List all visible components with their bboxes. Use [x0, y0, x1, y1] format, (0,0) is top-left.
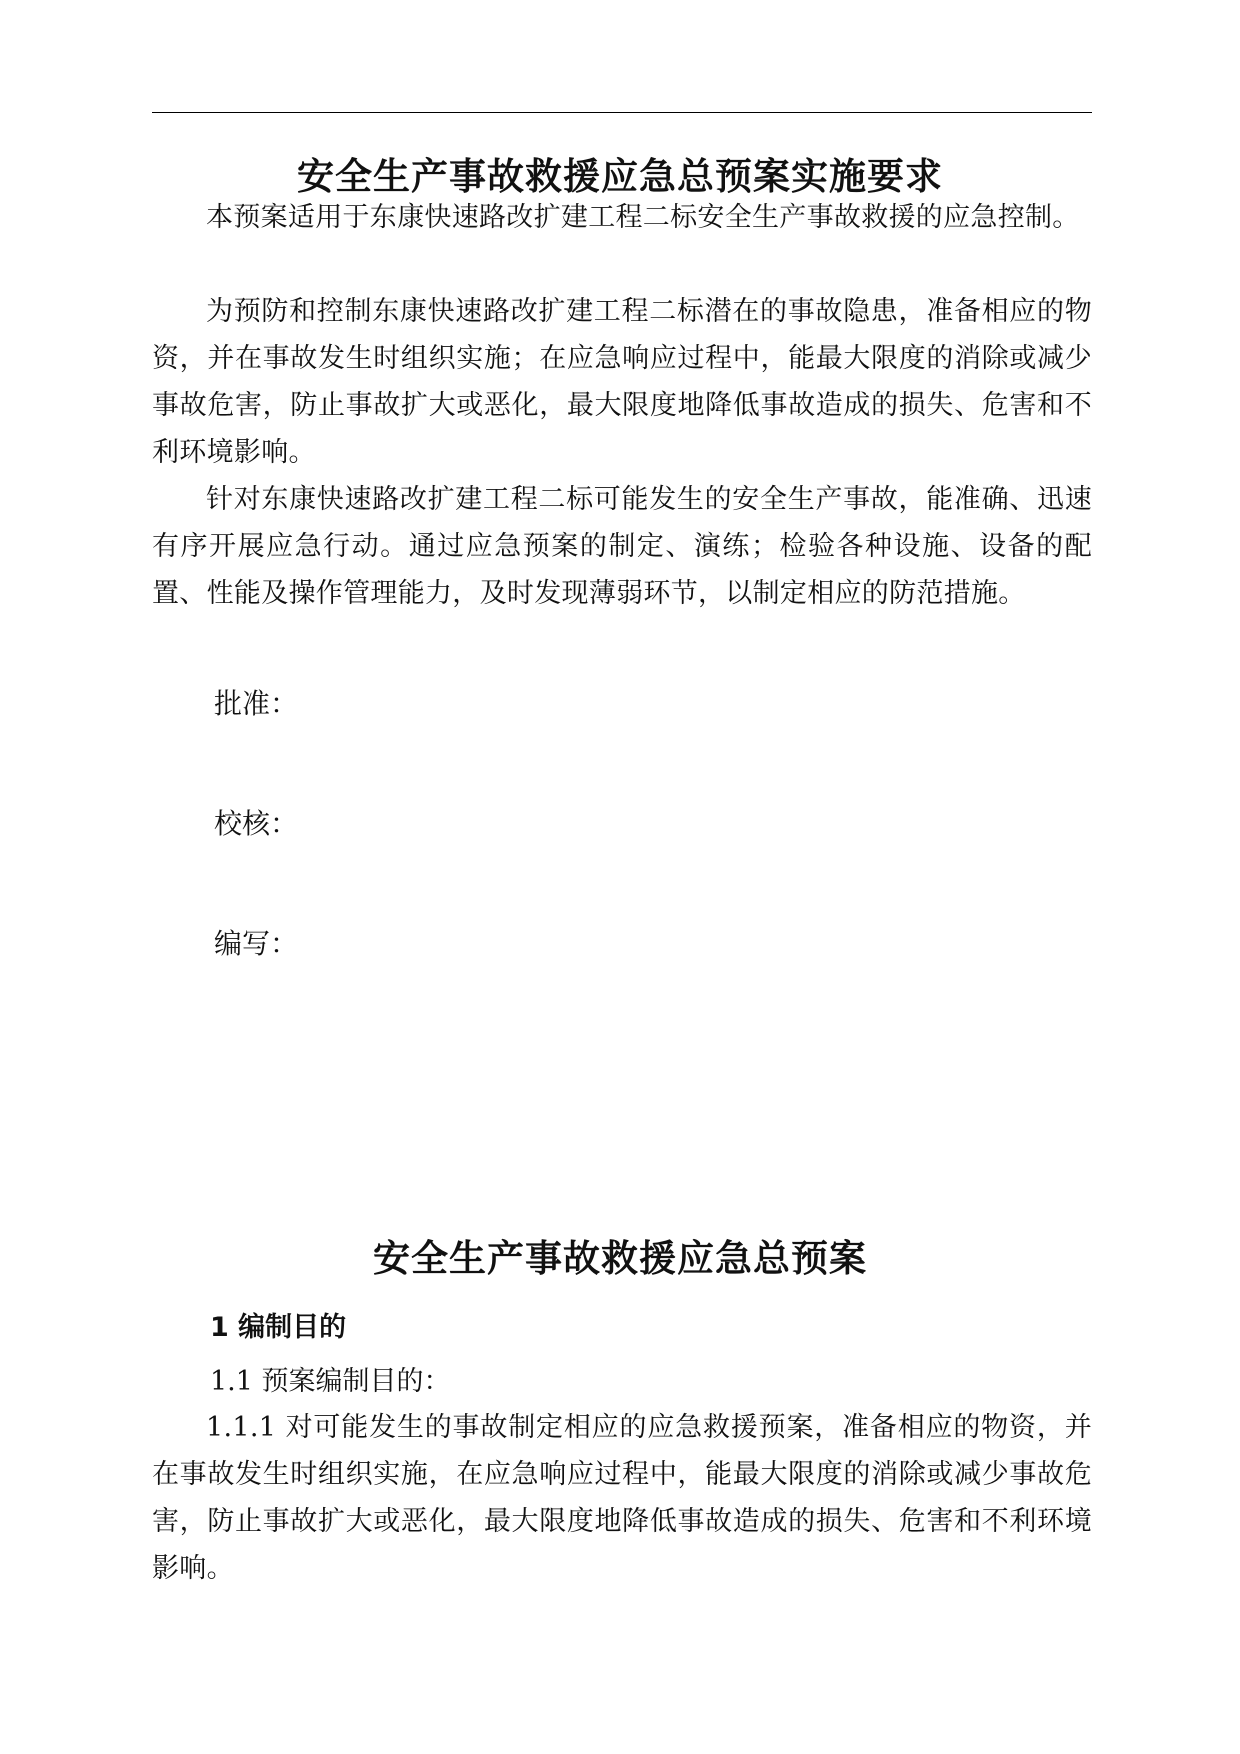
preface-paragraph-purpose: 为预防和控制东康快速路改扩建工程二标潜在的事故隐患，准备相应的物资，并在事故发生时组织实施；在应急响应过程中，能最大限度的消除或减少事故危害，防止事故扩大或恶化，最大限度地降低事故造成的损失、危害和不利环境影响。 — [152, 296, 1092, 468]
section-heading-purpose: 1 编制目的 — [210, 1312, 347, 1343]
subsection-heading: 1.1 预案编制目的： — [210, 1366, 451, 1397]
preface-paragraph-response: 针对东康快速路改扩建工程二标可能发生的安全生产事故，能准确、迅速有序开展应急行动。通过应急预案的制定、演练；检验各种设施、设备的配置、性能及操作管理能力，及时发现薄弱环节，以制定相应的防范措施。 — [152, 484, 1092, 609]
signature-review-label: 校核： — [214, 807, 299, 840]
header-rule — [152, 112, 1092, 113]
signature-approve-label: 批准： — [214, 687, 299, 720]
preface-paragraph-scope: 本预案适用于东康快速路改扩建工程二标安全生产事故救援的应急控制。 — [206, 202, 1080, 233]
preface-title: 安全生产事故救援应急总预案实施要求 — [297, 154, 943, 198]
plan-title: 安全生产事故救援应急总预案 — [373, 1236, 867, 1280]
signature-write-label: 编写： — [214, 927, 299, 960]
section-paragraph: 1.1.1 对可能发生的事故制定相应的应急救援预案，准备相应的物资，并在事故发生时组织实施，在应急响应过程中，能最大限度的消除或减少事故危害，防止事故扩大或恶化，最大限度地降低事故造成的损失、危害和不利环境影响。 — [152, 1412, 1092, 1584]
